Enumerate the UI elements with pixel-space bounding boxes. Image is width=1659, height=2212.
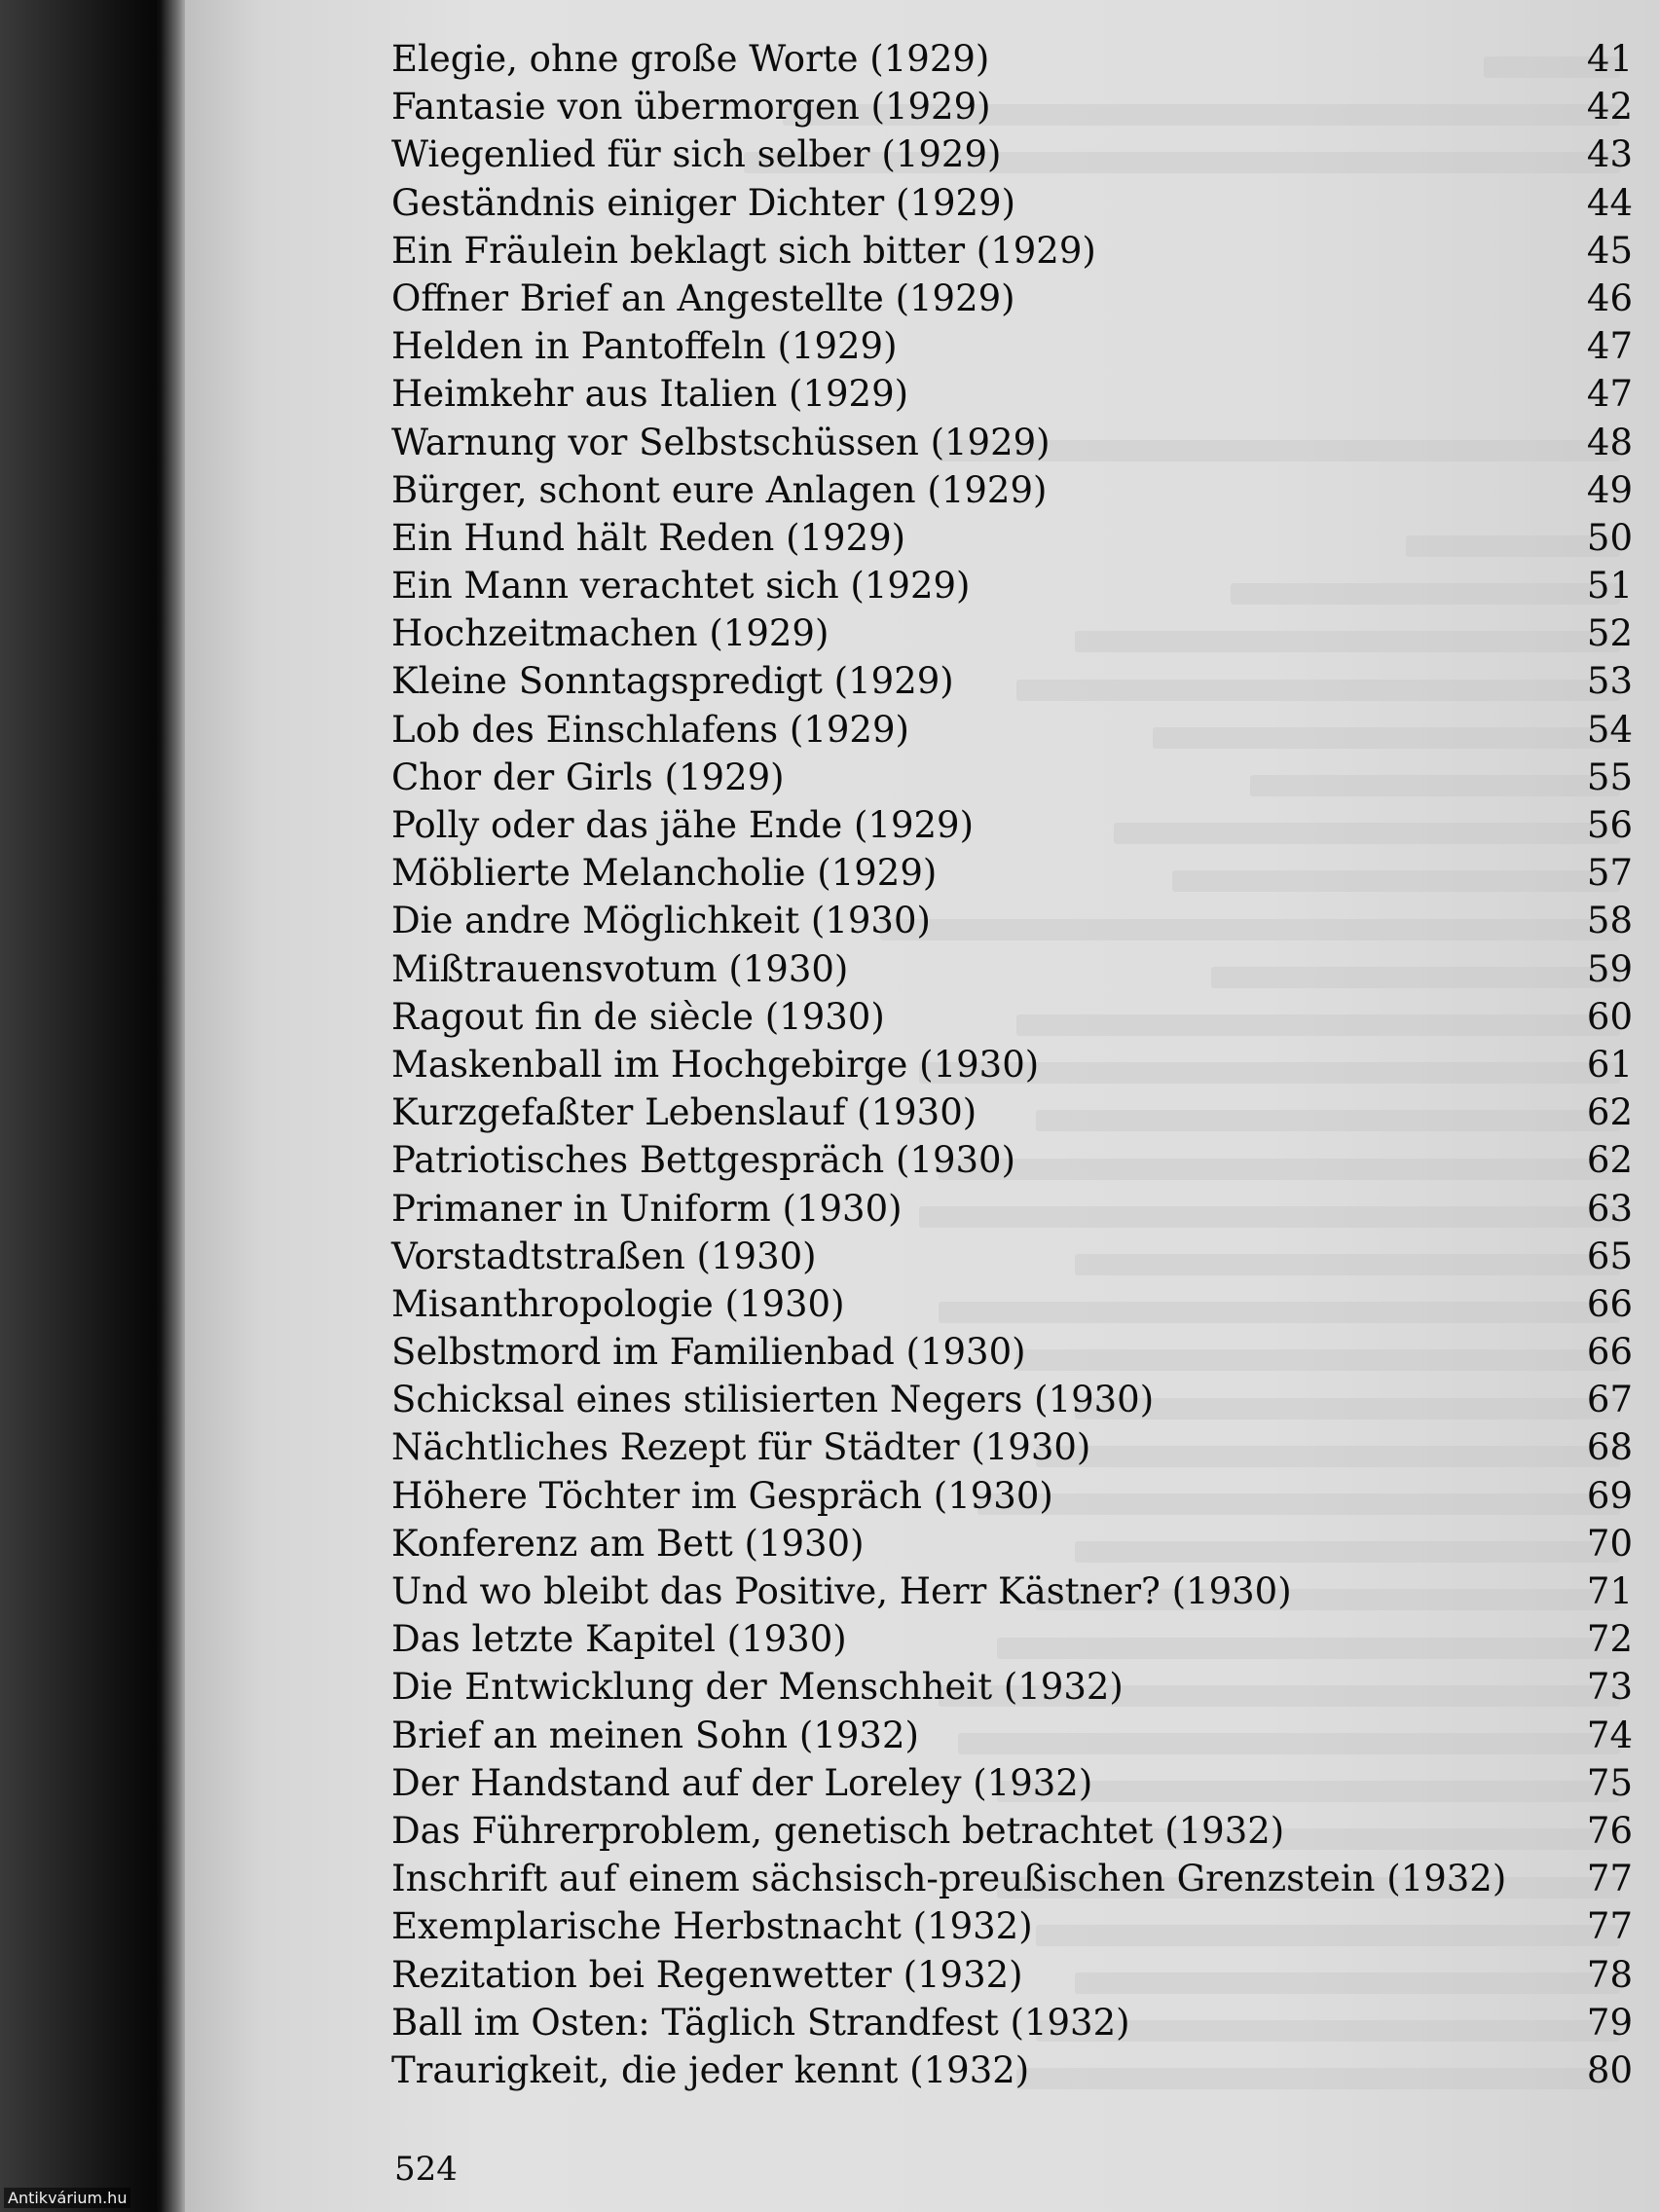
- toc-entry-title: Fantasie von übermorgen (1929): [391, 86, 991, 129]
- toc-entry-title: Ein Hund hält Reden (1929): [391, 516, 906, 559]
- toc-entry-title: Offner Brief an Angestellte (1929): [391, 276, 1015, 319]
- toc-entry-title: Die Entwicklung der Menschheit (1932): [391, 1666, 1124, 1709]
- toc-entry: [391, 657, 1633, 705]
- toc-entry: [391, 1807, 1633, 1855]
- toc-entry: [391, 419, 1633, 466]
- toc-entry-page: 54: [1586, 708, 1633, 751]
- toc-entry-page: 70: [1586, 1522, 1633, 1565]
- toc-entry: [391, 2046, 1633, 2094]
- toc-entry-title: Rezitation bei Regenwetter (1932): [391, 1953, 1023, 1996]
- toc-entry-title: Ragout fin de siècle (1930): [391, 995, 885, 1038]
- toc-entry-page: 66: [1586, 1331, 1633, 1374]
- toc-entry-title: Geständnis einiger Dichter (1929): [391, 181, 1016, 224]
- toc-entry-title: Kleine Sonntagspredigt (1929): [391, 660, 954, 703]
- toc-entry-title: Mißtrauensvotum (1930): [391, 947, 849, 990]
- book-spine: [0, 0, 175, 2212]
- toc-entry-page: 66: [1586, 1282, 1633, 1325]
- toc-entry-title: Maskenball im Hochgebirge (1930): [391, 1043, 1040, 1086]
- toc-entry-page: 74: [1586, 1714, 1633, 1756]
- toc-entry: [391, 1088, 1633, 1136]
- toc-entry-title: Heimkehr aus Italien (1929): [391, 373, 909, 416]
- toc-entry-page: 77: [1586, 1905, 1633, 1948]
- toc-entry: [391, 754, 1633, 801]
- toc-entry: [391, 1999, 1633, 2046]
- toc-entry-page: 43: [1586, 133, 1633, 176]
- toc-entry: [391, 370, 1633, 418]
- toc-entry: [391, 1712, 1633, 1759]
- toc-entry: [391, 993, 1633, 1041]
- toc-entry-title: Bürger, schont eure Anlagen (1929): [391, 468, 1048, 511]
- toc-entry: [391, 1951, 1633, 1999]
- toc-entry-page: 67: [1586, 1379, 1633, 1421]
- toc-entry-title: Möblierte Melancholie (1929): [391, 852, 938, 895]
- toc-entry-title: Warnung vor Selbstschüssen (1929): [391, 421, 1051, 463]
- toc-entry-page: 53: [1586, 660, 1633, 703]
- toc-entry-title: Inschrift auf einem sächsisch-preußischen Grenzstein (1932): [391, 1858, 1507, 1900]
- toc-entry-title: Lob des Einschlafens (1929): [391, 708, 909, 751]
- toc-entry-page: 58: [1586, 900, 1633, 942]
- toc-entry-title: Das Führerproblem, genetisch betrachtet (1932): [391, 1809, 1285, 1852]
- toc-entry-title: Konferenz am Bett (1930): [391, 1522, 865, 1565]
- toc-entry-title: Helden in Pantoffeln (1929): [391, 325, 898, 368]
- toc-entry: [391, 1902, 1633, 1950]
- toc-entry: [391, 514, 1633, 562]
- toc-entry-title: Exemplarische Herbstnacht (1932): [391, 1905, 1033, 1948]
- toc-entry-page: 60: [1586, 995, 1633, 1038]
- toc-entry-title: Ball im Osten: Täglich Strandfest (1932): [391, 2001, 1130, 2044]
- toc-entry-page: 44: [1586, 181, 1633, 224]
- toc-entry-title: Nächtliches Rezept für Städter (1930): [391, 1426, 1091, 1469]
- toc-entry: [391, 1376, 1633, 1423]
- toc-entry-page: 50: [1586, 516, 1633, 559]
- toc-entry: [391, 562, 1633, 609]
- toc-entry-title: Misanthropologie (1930): [391, 1282, 845, 1325]
- toc-entry: [391, 609, 1633, 657]
- toc-entry: [391, 275, 1633, 322]
- toc-entry-title: Ein Mann verachtet sich (1929): [391, 565, 971, 608]
- toc-entry-page: 51: [1586, 565, 1633, 608]
- toc-entry-page: 56: [1586, 804, 1633, 846]
- page-number: 524: [394, 2150, 458, 2189]
- toc-entry: [391, 179, 1633, 227]
- toc-entry-title: Schicksal eines stilisierten Negers (1930): [391, 1379, 1155, 1421]
- toc-entry-title: Ein Fräulein beklagt sich bitter (1929): [391, 229, 1096, 272]
- toc-entry: [391, 1233, 1633, 1280]
- toc-entry-title: Hochzeitmachen (1929): [391, 612, 830, 655]
- toc-entry: [391, 227, 1633, 275]
- toc-entry-page: 41: [1586, 38, 1633, 80]
- toc-entry-page: 68: [1586, 1426, 1633, 1469]
- toc-entry-title: Wiegenlied für sich selber (1929): [391, 133, 1002, 176]
- toc-entry: [391, 1423, 1633, 1471]
- toc-entry-page: 55: [1586, 756, 1633, 798]
- toc-entry-title: Polly oder das jähe Ende (1929): [391, 804, 975, 846]
- toc-entry-page: 47: [1586, 325, 1633, 368]
- toc-entry: [391, 1136, 1633, 1184]
- toc-entry-title: Kurzgefaßter Lebenslauf (1930): [391, 1091, 977, 1134]
- toc-entry: [391, 801, 1633, 849]
- toc-entry-page: 45: [1586, 229, 1633, 272]
- toc-entry: [391, 35, 1633, 83]
- toc-entry-page: 69: [1586, 1474, 1633, 1517]
- toc-entry: [391, 466, 1633, 514]
- book-page: [185, 0, 1659, 2212]
- toc-entry-page: 65: [1586, 1235, 1633, 1277]
- table-of-contents: [391, 35, 1633, 2094]
- toc-entry-page: 59: [1586, 947, 1633, 990]
- toc-entry-page: 80: [1586, 2048, 1633, 2091]
- toc-entry-title: Und wo bleibt das Positive, Herr Kästner? (1930): [391, 1570, 1292, 1612]
- toc-entry-title: Vorstadtstraßen (1930): [391, 1235, 817, 1277]
- watermark: Antikvárium.hu: [4, 2188, 130, 2208]
- toc-entry: [391, 1567, 1633, 1615]
- toc-entry-title: Das letzte Kapitel (1930): [391, 1618, 847, 1661]
- toc-entry: [391, 1520, 1633, 1567]
- toc-entry-title: Brief an meinen Sohn (1932): [391, 1714, 919, 1756]
- toc-entry-page: 57: [1586, 852, 1633, 895]
- toc-entry-page: 75: [1586, 1761, 1633, 1804]
- toc-entry: [391, 1041, 1633, 1088]
- toc-entry-title: Der Handstand auf der Loreley (1932): [391, 1761, 1093, 1804]
- toc-entry: [391, 83, 1633, 130]
- toc-entry: [391, 849, 1633, 897]
- toc-entry-title: Chor der Girls (1929): [391, 756, 785, 798]
- toc-entry: [391, 1328, 1633, 1376]
- toc-entry-title: Selbstmord im Familienbad (1930): [391, 1331, 1026, 1374]
- toc-entry: [391, 945, 1633, 993]
- toc-entry-title: Die andre Möglichkeit (1930): [391, 900, 931, 942]
- toc-entry-page: 47: [1586, 373, 1633, 416]
- toc-entry: [391, 1855, 1633, 1902]
- toc-entry-page: 48: [1586, 421, 1633, 463]
- toc-entry-page: 72: [1586, 1618, 1633, 1661]
- toc-entry-title: Patriotisches Bettgespräch (1930): [391, 1139, 1016, 1182]
- toc-entry-page: 52: [1586, 612, 1633, 655]
- toc-entry-page: 77: [1586, 1858, 1633, 1900]
- toc-entry: [391, 1759, 1633, 1807]
- toc-entry-page: 71: [1586, 1570, 1633, 1612]
- toc-entry-title: Höhere Töchter im Gespräch (1930): [391, 1474, 1053, 1517]
- toc-entry: [391, 1185, 1633, 1233]
- toc-entry-page: 62: [1586, 1139, 1633, 1182]
- toc-entry: [391, 1663, 1633, 1711]
- toc-entry: [391, 706, 1633, 754]
- page-gutter-shadow: [161, 0, 188, 2212]
- toc-entry-page: 61: [1586, 1043, 1633, 1086]
- toc-entry-page: 63: [1586, 1187, 1633, 1230]
- toc-entry: [391, 1615, 1633, 1663]
- toc-entry-page: 76: [1586, 1809, 1633, 1852]
- toc-entry: [391, 1472, 1633, 1520]
- toc-entry-title: Traurigkeit, die jeder kennt (1932): [391, 2048, 1030, 2091]
- toc-entry-page: 79: [1586, 2001, 1633, 2044]
- toc-entry-title: Primaner in Uniform (1930): [391, 1187, 903, 1230]
- toc-entry: [391, 322, 1633, 370]
- toc-entry-page: 49: [1586, 468, 1633, 511]
- toc-entry-page: 62: [1586, 1091, 1633, 1134]
- toc-entry-page: 46: [1586, 276, 1633, 319]
- toc-entry: [391, 897, 1633, 944]
- toc-entry-page: 78: [1586, 1953, 1633, 1996]
- toc-entry-title: Elegie, ohne große Worte (1929): [391, 38, 990, 80]
- toc-entry-page: 42: [1586, 86, 1633, 129]
- toc-entry-page: 73: [1586, 1666, 1633, 1709]
- toc-entry: [391, 130, 1633, 178]
- toc-entry: [391, 1280, 1633, 1328]
